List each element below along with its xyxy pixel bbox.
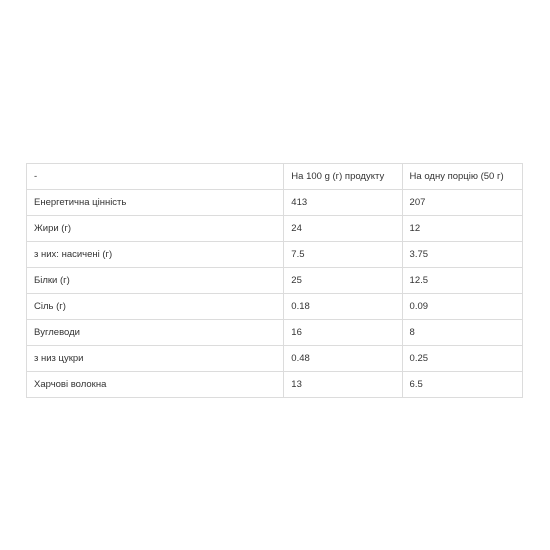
table-row — [27, 294, 523, 320]
cell-per-100g: 16 — [284, 320, 402, 346]
table-row — [27, 190, 523, 216]
table-row — [27, 346, 523, 372]
cell-name: Сіль (г) — [27, 294, 284, 320]
cell-per-portion: 6.5 — [402, 372, 522, 398]
cell-per-portion: 3.75 — [402, 242, 522, 268]
table-row — [27, 242, 523, 268]
cell-per-portion: 8 — [402, 320, 522, 346]
header-cell-per-portion: На одну порцію (50 г) — [402, 164, 522, 190]
nutrition-table — [26, 163, 523, 398]
cell-per-100g: 413 — [284, 190, 402, 216]
cell-name: Вуглеводи — [27, 320, 284, 346]
cell-per-portion: 12.5 — [402, 268, 522, 294]
cell-per-100g: 13 — [284, 372, 402, 398]
table-row — [27, 268, 523, 294]
cell-per-100g: 25 — [284, 268, 402, 294]
cell-name: Харчові волокна — [27, 372, 284, 398]
cell-per-portion: 12 — [402, 216, 522, 242]
header-cell-per-100g: На 100 g (г) продукту — [284, 164, 402, 190]
cell-per-100g: 0.18 — [284, 294, 402, 320]
header-cell-name: - — [27, 164, 284, 190]
cell-name: з них: насичені (г) — [27, 242, 284, 268]
cell-per-portion: 0.09 — [402, 294, 522, 320]
table-row — [27, 372, 523, 398]
table-row — [27, 320, 523, 346]
cell-per-100g: 24 — [284, 216, 402, 242]
cell-name: з низ цукри — [27, 346, 284, 372]
cell-name: Білки (г) — [27, 268, 284, 294]
table-row — [27, 216, 523, 242]
cell-per-portion: 207 — [402, 190, 522, 216]
cell-per-100g: 0.48 — [284, 346, 402, 372]
cell-per-100g: 7.5 — [284, 242, 402, 268]
table-header-row — [27, 164, 523, 190]
cell-per-portion: 0.25 — [402, 346, 522, 372]
cell-name: Енергетична цінність — [27, 190, 284, 216]
cell-name: Жири (г) — [27, 216, 284, 242]
